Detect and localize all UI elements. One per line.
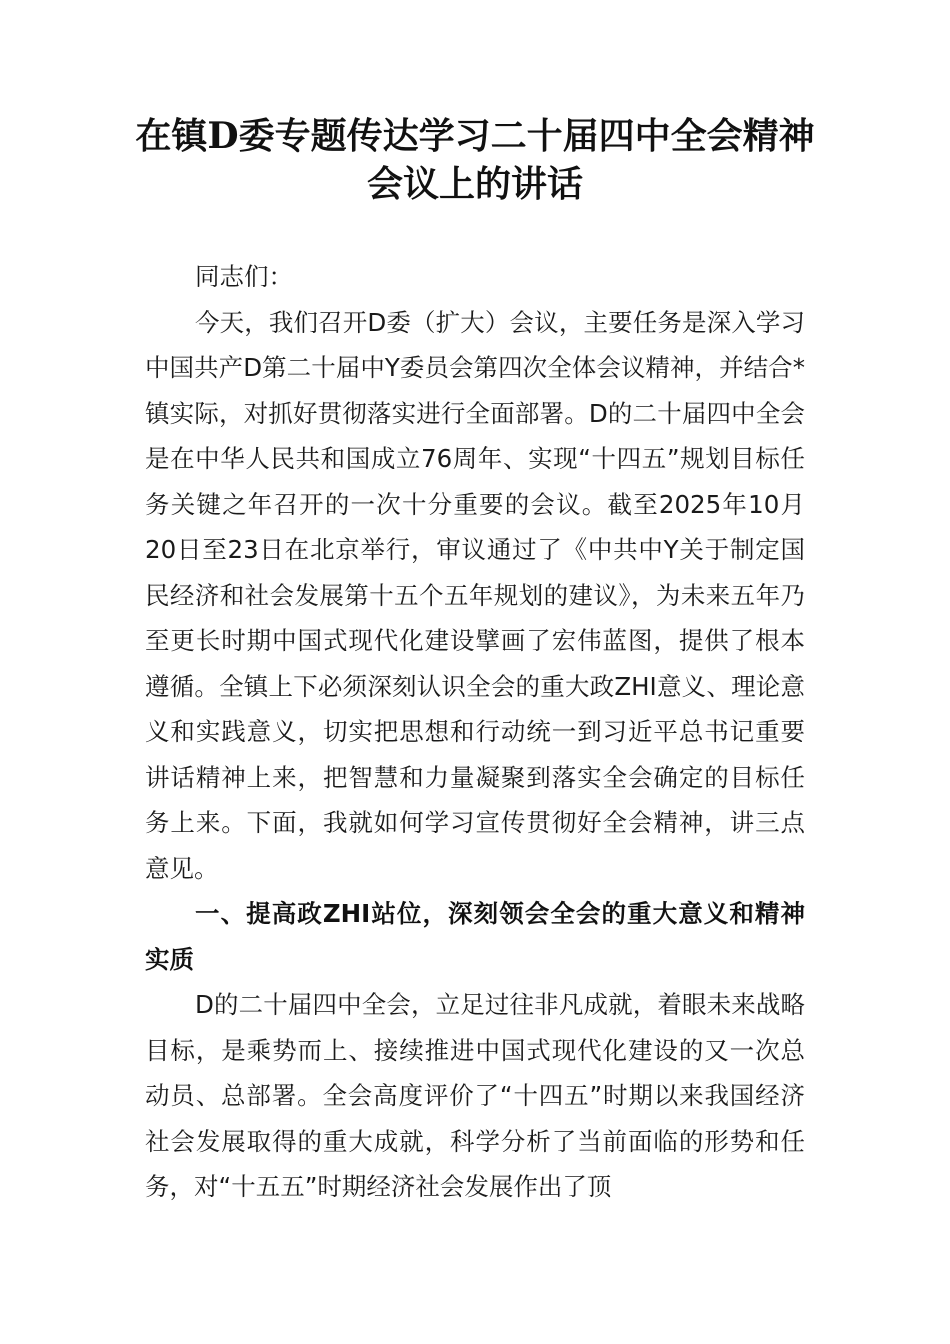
document-body (145, 254, 805, 1210)
intro-paragraph: 今天，我们召开D委（扩大）会议，主要任务是深入学习中国共产D第二十届中Y委员会第四次全体会议精神，并结合*镇实际，对抓好贯彻落实进行全面部署。D的二十届四中全会是在中华人民共和国成立76周年、实现“十四五”规划目标任务关键之年召开的一次十分重要的会议。截至2025年10月20日至23日在北京举行，审议通过了《中共中Y关于制定国民经济和社会发展第十五个五年规划的建议》，为未来五年乃至更长时期中国式现代化建设擘画了宏伟蓝图，提供了根本遵循。全镇上下必须深刻认识全会的重大政ZHI意义、理论意义和实践意义，切实把思想和行动统一到习近平总书记重要讲话精神上来，把智慧和力量凝聚到落实全会确定的目标任务上来。下面，我就如何学习宣传贯彻好全会精神，讲三点意见。 (145, 307, 805, 883)
greeting: 同志们： (195, 262, 293, 291)
section-1-paragraph: D的二十届四中全会，立足过往非凡成就，着眼未来战略目标，是乘势而上、接续推进中国式现代化建设的又一次总动员、总部署。全会高度评价了“十四五”时期以来我国经济社会发展取得的重大成就，科学分析了当前面临的形势和任务，对“十五五”时期经济社会发展作出了顶 (145, 990, 805, 1201)
section-1-heading: 一、提高政ZHI站位，深刻领会全会的重大意义和精神实质 (145, 899, 805, 974)
document-title: 在镇D委专题传达学习二十届四中全会精神会议上的讲话 (135, 115, 815, 205)
